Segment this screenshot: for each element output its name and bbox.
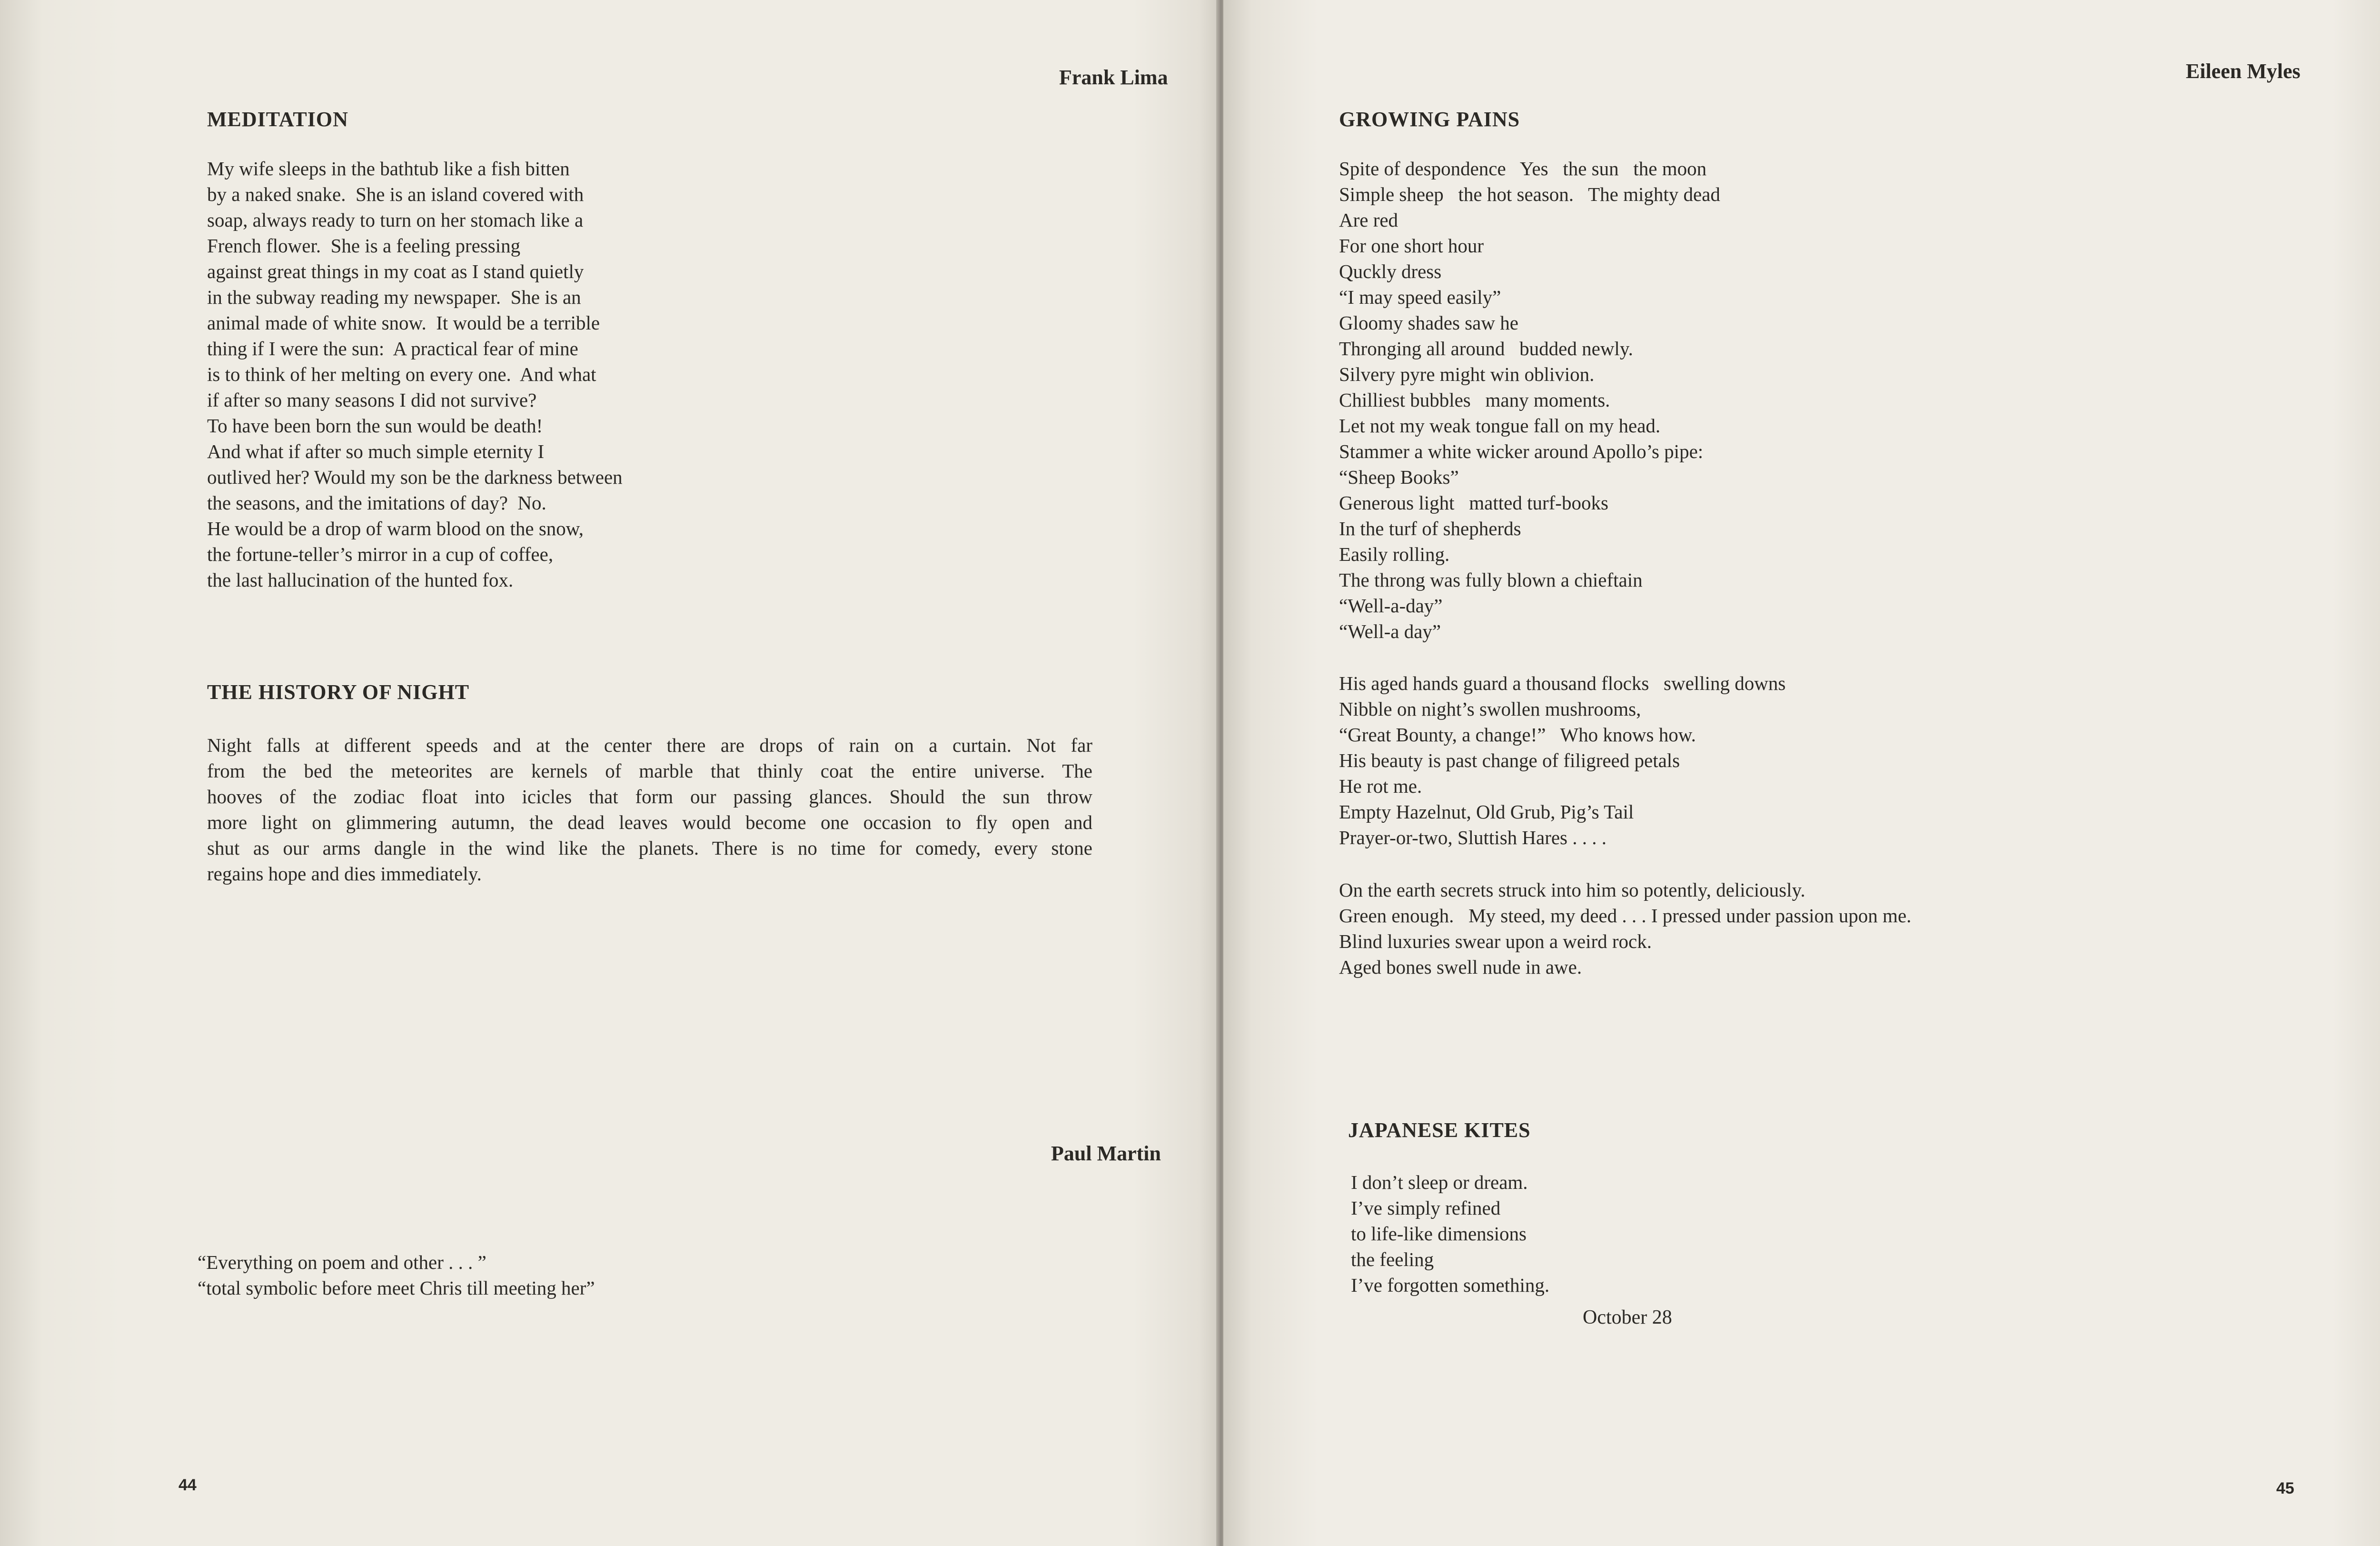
poem-line: in the subway reading my newspaper. She is an [207, 286, 581, 308]
poem-line: soap, always ready to turn on her stomach like a [207, 209, 584, 231]
poem-line: the feeling [1351, 1248, 1434, 1270]
poem-line: I’ve simply refined [1351, 1197, 1501, 1219]
poem-line: Green enough. My steed, my deed . . . I pressed under passion upon me. [1339, 905, 1912, 927]
poem-line: if after so many seasons I did not survive? [207, 389, 537, 411]
poem-japanese-kites-body [1351, 1169, 1549, 1298]
poem-line: the fortune-teller’s mirror in a cup of coffee, [207, 543, 554, 565]
prose-line: more light on glimmering autumn, the dead leaves would become one occasion to fly open and [207, 811, 1092, 833]
poem-line: Chilliest bubbles many moments. [1339, 389, 1610, 411]
poem-meditation-body [207, 156, 623, 593]
poem-line: “total symbolic before meet Chris till meeting her” [198, 1277, 595, 1299]
poem-line: To have been born the sun would be death! [207, 415, 543, 437]
poem-line: against great things in my coat as I stand quietly [207, 260, 584, 282]
poem-line: French flower. She is a feeling pressing [207, 235, 521, 257]
poem-line: Silvery pyre might win oblivion. [1339, 363, 1595, 385]
poem-line: Gloomy shades saw he [1339, 312, 1518, 334]
prose-line: Night falls at different speeds and at the center there are drops of rain on a curtain. Not far [207, 734, 1092, 756]
poem-date: October 28 [1583, 1307, 1672, 1328]
poem-line: My wife sleeps in the bathtub like a fish bitten [207, 158, 570, 180]
poem-line: “Great Bounty, a change!” Who knows how. [1339, 724, 1696, 746]
poem-paul-martin-body [198, 1249, 595, 1301]
poem-line: Thronging all around budded newly. [1339, 338, 1633, 359]
prose-line: hooves of the zodiac float into icicles that form our passing glances. Should the sun throw [207, 786, 1092, 808]
poem-line: In the turf of shepherds [1339, 518, 1521, 539]
page-number: 45 [2276, 1479, 2294, 1497]
poem-line: the seasons, and the imitations of day? No. [207, 492, 546, 514]
poem-growing-pains-stanza-1 [1339, 156, 1720, 644]
right-page [1223, 0, 2380, 1546]
poem-line: “Well-a-day” [1339, 595, 1443, 617]
poem-line: Quckly dress [1339, 260, 1442, 282]
prose-line: regains hope and dies immediately. [207, 863, 482, 885]
poem-line: Spite of despondence Yes the sun the moon [1339, 158, 1707, 180]
poem-line: Let not my weak tongue fall on my head. [1339, 415, 1661, 437]
poem-line: to life-like dimensions [1351, 1223, 1527, 1245]
poem-line: animal made of white snow. It would be a terrible [207, 312, 600, 334]
poem-line: “Well-a day” [1339, 620, 1441, 642]
poem-line: Aged bones swell nude in awe. [1339, 956, 1582, 978]
poem-line: For one short hour [1339, 235, 1484, 257]
poem-line: He rot me. [1339, 775, 1422, 797]
poem-line: Nibble on night’s swollen mushrooms, [1339, 698, 1641, 720]
author-eileen-myles: Eileen Myles [2186, 60, 2301, 83]
page-number: 44 [178, 1476, 197, 1494]
poem-line: is to think of her melting on every one. And what [207, 363, 596, 385]
poem-growing-pains-stanza-2 [1339, 670, 1785, 850]
author-paul-martin: Paul Martin [1051, 1142, 1161, 1165]
poem-title-growing-pains: GROWING PAINS [1339, 108, 1520, 131]
poem-line: The throng was fully blown a chieftain [1339, 569, 1643, 591]
poem-line: Are red [1339, 209, 1398, 231]
poem-line: outlived her? Would my son be the darkness between [207, 466, 623, 488]
prose-line: from the bed the meteorites are kernels of marble that thinly coat the entire universe. The [207, 760, 1092, 782]
poem-line: Generous light matted turf-books [1339, 492, 1608, 514]
poem-line: Empty Hazelnut, Old Grub, Pig’s Tail [1339, 801, 1634, 823]
poem-line: I don’t sleep or dream. [1351, 1171, 1528, 1193]
poem-line: Stammer a white wicker around Apollo’s pipe: [1339, 440, 1704, 462]
poem-history-of-night-body [207, 732, 1092, 887]
poem-line: He would be a drop of warm blood on the snow, [207, 518, 584, 539]
poem-line: I’ve forgotten something. [1351, 1274, 1550, 1296]
poem-line: the last hallucination of the hunted fox. [207, 569, 514, 591]
poem-line: His aged hands guard a thousand flocks swelling downs [1339, 672, 1786, 694]
poem-line: Simple sheep the hot season. The mighty dead [1339, 183, 1720, 205]
poem-title-japanese-kites: JAPANESE KITES [1348, 1118, 1531, 1142]
author-frank-lima: Frank Lima [1059, 66, 1168, 89]
poem-title-meditation: MEDITATION [207, 108, 348, 131]
prose-line: shut as our arms dangle in the wind like the planets. There is no time for comedy, every stone [207, 837, 1092, 859]
poem-line: And what if after so much simple eternity I [207, 440, 545, 462]
poem-line: Easily rolling. [1339, 543, 1450, 565]
poem-line: His beauty is past change of filigreed petals [1339, 749, 1680, 771]
poem-line: by a naked snake. She is an island covered with [207, 183, 584, 205]
poem-line: “Everything on poem and other . . . ” [198, 1251, 486, 1273]
poem-line: “Sheep Books” [1339, 466, 1459, 488]
poem-line: On the earth secrets struck into him so potently, deliciously. [1339, 879, 1805, 901]
poem-title-history-of-night: THE HISTORY OF NIGHT [207, 680, 470, 704]
poem-line: thing if I were the sun: A practical fear of mine [207, 338, 578, 359]
poem-line: “I may speed easily” [1339, 286, 1501, 308]
poem-line: Blind luxuries swear upon a weird rock. [1339, 930, 1652, 952]
poem-growing-pains-stanza-3 [1339, 877, 1911, 980]
poem-line: Prayer-or-two, Sluttish Hares . . . . [1339, 827, 1607, 848]
